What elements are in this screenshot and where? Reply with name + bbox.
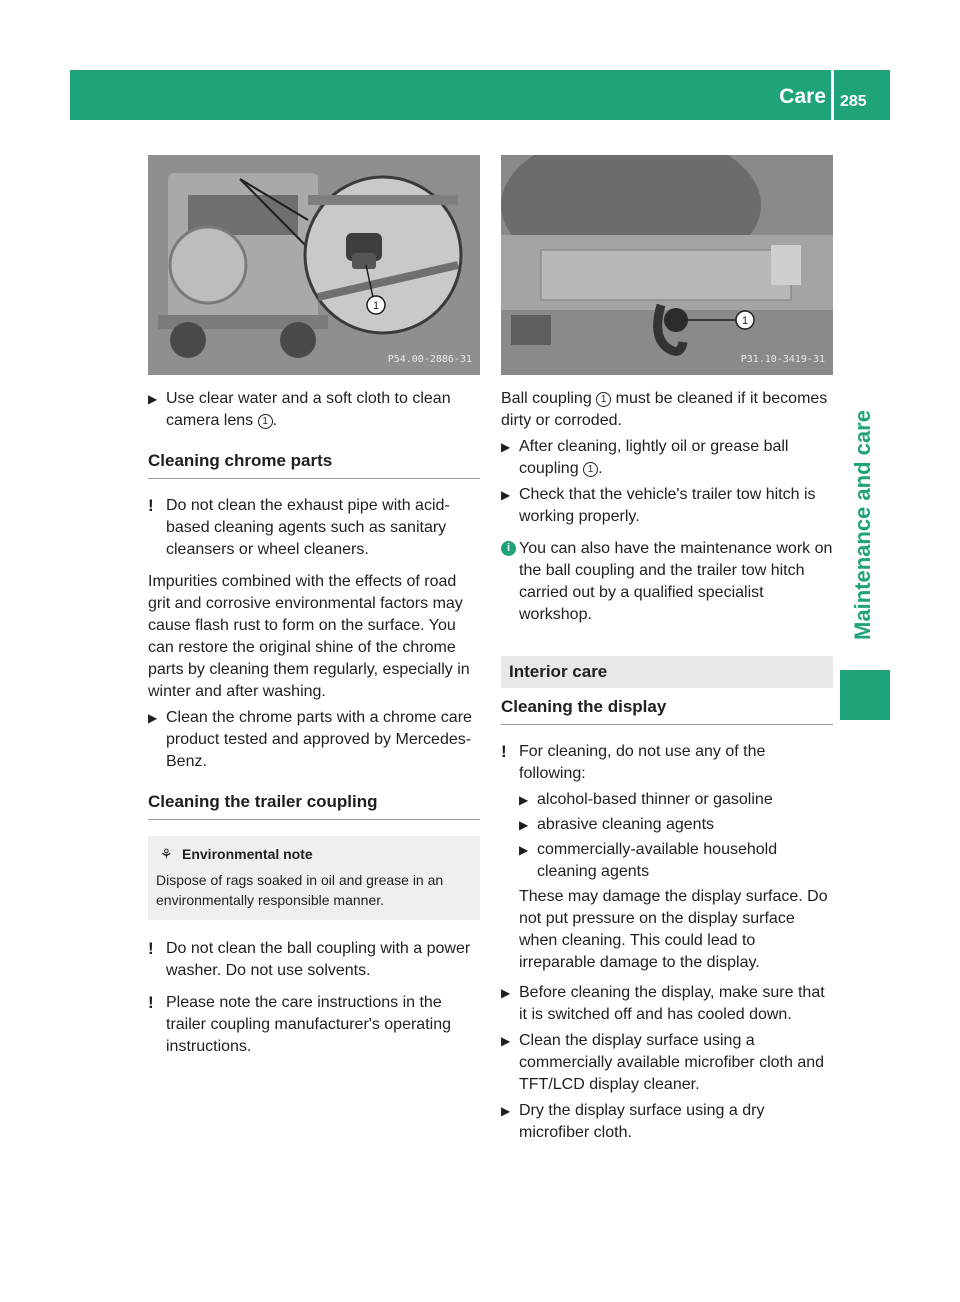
camera-lens-illustration — [148, 155, 480, 375]
warning-icon: ! — [148, 496, 154, 515]
page-number: 285 — [840, 93, 867, 110]
side-tab-marker — [840, 670, 890, 720]
bullet-list — [501, 789, 833, 974]
side-tab-label: Maintenance and care — [850, 410, 875, 640]
callout-1-right: 1 — [741, 315, 749, 327]
section-title: Care — [779, 85, 826, 108]
step-switch-off: ▶ Before cleaning the display, make sure that it is switched off and has cooled down. — [501, 984, 825, 1023]
step-camera: ▶ Use clear water and a soft cloth to clean camera lens 1 . — [148, 390, 451, 429]
callout-ref: 1 — [258, 414, 273, 429]
callout-ref: 1 — [596, 392, 611, 407]
paragraph-ball-coupling: Ball coupling 1 must be cleaned if it becomes dirty or corroded. — [501, 390, 828, 429]
ball-coupling-illustration — [501, 155, 833, 375]
left-column — [148, 388, 480, 1068]
bullet-icon: ▶ — [519, 843, 529, 857]
step-oil: ▶ After cleaning, lightly oil or grease ball coupling 1 . — [501, 438, 789, 477]
warning-chrome: ! Do not clean the exhaust pipe with acid-based cleaning agents such as sanitary cleansers or wheel cleaners. — [148, 496, 450, 558]
info-note: i You can also have the maintenance work on the ball coupling and the trailer tow hitch carried out by a qualified specialist workshop. — [501, 538, 833, 626]
step-arrow-icon: ▶ — [501, 1034, 511, 1048]
heading-display: Cleaning the display — [501, 696, 833, 725]
environmental-note — [148, 836, 480, 920]
heading-trailer: Cleaning the trailer coupling — [148, 791, 480, 820]
step-dry-display: ▶ Dry the display surface using a dry microfiber cloth. — [501, 1102, 765, 1141]
env-title: Environmental note — [182, 846, 313, 862]
bullet-icon: ▶ — [519, 818, 529, 832]
leaf-icon: ⚘ — [160, 846, 173, 862]
figure-code-right: P31.10-3419-31 — [740, 354, 825, 365]
figure-code: P54.00-2886-31 — [387, 354, 472, 365]
step-clean-display: ▶ Clean the display surface using a commercially available microfiber cloth and TFT/LCD display cleaner. — [501, 1032, 825, 1093]
info-icon: i — [501, 541, 516, 556]
bullet-icon: ▶ — [519, 793, 529, 807]
warning-icon: ! — [501, 742, 507, 761]
step-arrow-icon: ▶ — [148, 711, 158, 725]
heading-chrome: Cleaning chrome parts — [148, 450, 480, 479]
step-arrow-icon: ▶ — [501, 488, 511, 502]
step-arrow-icon: ▶ — [148, 392, 158, 406]
step-arrow-icon: ▶ — [501, 1104, 511, 1118]
header-divider — [831, 70, 834, 120]
warning-display: ! For cleaning, do not use any of the following: — [501, 742, 766, 782]
paragraph-display-damage: These may damage the display surface. Do not put pressure on the display surface when cleaning. This could lead to irreparable damage to the display. — [519, 888, 828, 971]
subsection-interior-care: Interior care — [501, 656, 833, 688]
right-column — [501, 388, 833, 1148]
list-item: ▶ commercially-available household cleaning agents — [519, 841, 778, 880]
warning-icon: ! — [148, 993, 154, 1012]
warning-icon: ! — [148, 939, 154, 958]
env-text: Dispose of rags soaked in oil and grease in an environmentally responsible manner. — [156, 872, 444, 908]
step-arrow-icon: ▶ — [501, 440, 511, 454]
paragraph-chrome: Impurities combined with the effects of road grit and corrosive environmental factors may cause flash rust to form on the surface. You can restore the original shine of the chrome parts by cleaning them regularly, especially in winter and after washing. — [148, 573, 470, 700]
step-chrome: ▶ Clean the chrome parts with a chrome care product tested and approved by Mercedes-Benz. — [148, 709, 472, 770]
camera-lens-photo — [148, 155, 480, 375]
ball-coupling-photo — [501, 155, 833, 375]
list-item: ▶ abrasive cleaning agents — [519, 814, 833, 836]
step-check-hitch: ▶ Check that the vehicle's trailer tow hitch is working properly. — [501, 486, 816, 525]
step-arrow-icon: ▶ — [501, 986, 511, 1000]
warning-trailer-1: ! Do not clean the ball coupling with a power washer. Do not use solvents. — [148, 939, 471, 979]
list-item: ▶ alcohol-based thinner or gasoline — [519, 789, 833, 811]
callout-1: 1 — [372, 300, 380, 312]
side-tab — [843, 395, 883, 655]
callout-ref: 1 — [583, 462, 598, 477]
warning-trailer-2: ! Please note the care instructions in the trailer coupling manufacturer's operating instructions. — [148, 993, 451, 1055]
